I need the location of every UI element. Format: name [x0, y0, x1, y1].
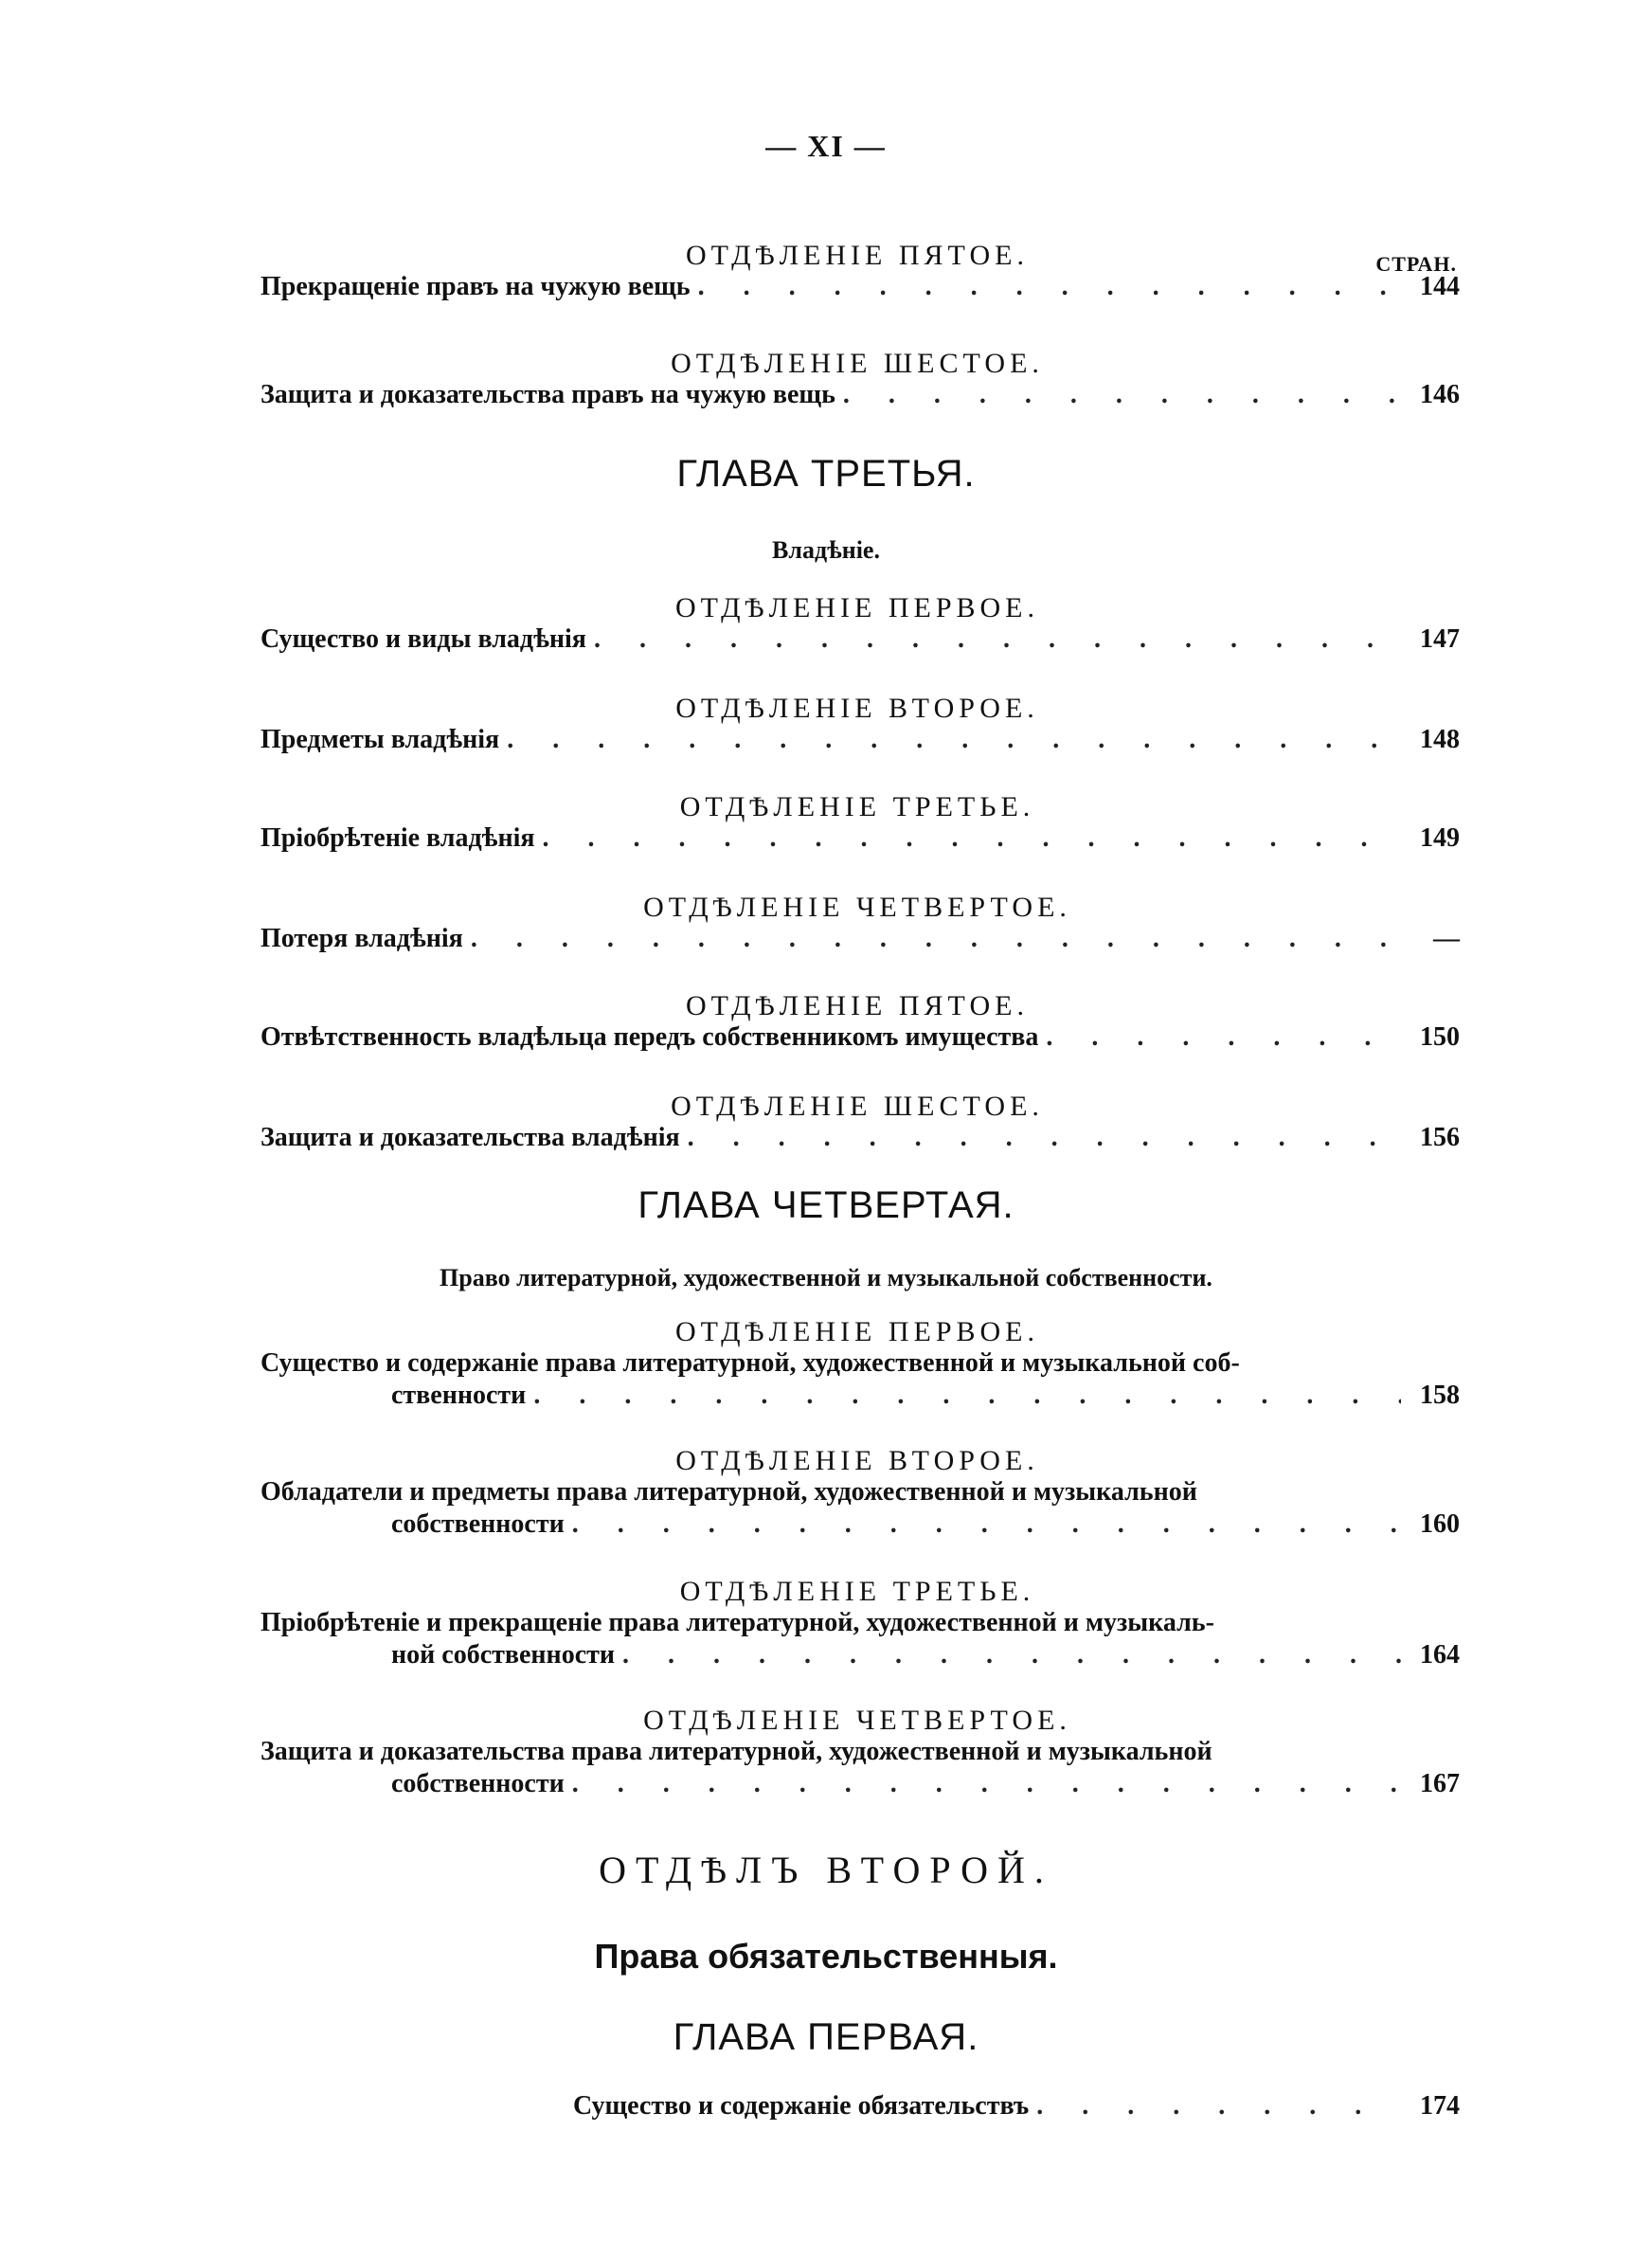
dot-leader [533, 1380, 1401, 1412]
toc-entry[interactable] [260, 1476, 1460, 1541]
toc-entry-title: Защита и доказательства права литературной, художественной и музыкальной [260, 1737, 1212, 1766]
toc-entry-title-continued: ственности [391, 1381, 527, 1410]
toc-entry-title: Защита и доказательства правъ на чужую вещь [260, 380, 835, 409]
toc-entry-title: Существо и содержаніе обязательствъ [573, 2091, 1030, 2121]
dot-leader [688, 1122, 1401, 1154]
toc-entry-title: Предметы владѣнія [260, 725, 500, 754]
toc-entry[interactable] [260, 1021, 1460, 1054]
toc-entry[interactable] [260, 1607, 1460, 1671]
dot-leader [471, 923, 1401, 955]
toc-entry-title: Существо и виды владѣнія [260, 624, 586, 654]
dot-leader [572, 1508, 1401, 1541]
dot-leader [622, 1639, 1401, 1671]
toc-entry-title: Потеря владѣнія [260, 924, 463, 953]
dot-leader [572, 1768, 1401, 1800]
toc-entry-page: 167 [1420, 1769, 1460, 1798]
chapter-heading: ГЛАВА ПЕРВАЯ. [673, 2016, 979, 2058]
toc-entry-page: 158 [1420, 1381, 1460, 1410]
toc-entry[interactable] [260, 1347, 1460, 1412]
toc-entry[interactable] [260, 822, 1460, 855]
toc-entry-page: 150 [1420, 1022, 1460, 1052]
section-heading: ОТДѢЛЕНІЕ ПЯТОЕ. [686, 990, 1029, 1021]
toc-entry-title-continued: собственности [391, 1769, 565, 1798]
chapter-heading: ГЛАВА ТРЕТЬЯ. [676, 453, 976, 495]
toc-entry-page: — [1433, 924, 1460, 953]
chapter-subject: Владѣніе. [772, 536, 880, 564]
part-heading: ОТДѢЛЪ ВТОРОЙ. [599, 1849, 1053, 1891]
toc-entry-title: Прекращеніе правъ на чужую вещь [260, 272, 691, 301]
dot-leader [1046, 1021, 1401, 1054]
toc-entry[interactable] [260, 923, 1460, 955]
section-heading: ОТДѢЛЕНІЕ ПЯТОЕ. [686, 240, 1029, 271]
section-heading: ОТДѢЛЕНІЕ ТРЕТЬЕ. [679, 1576, 1035, 1607]
toc-entry-title: Существо и содержаніе права литературной, художественной и музыкальной соб- [260, 1348, 1240, 1378]
toc-entry-page: 160 [1420, 1509, 1460, 1539]
toc-entry[interactable] [260, 724, 1460, 756]
toc-entry[interactable] [260, 379, 1460, 411]
toc-entry-title: Обладатели и предметы права литературной, художественной и музыкальной [260, 1477, 1197, 1507]
chapter-heading: ГЛАВА ЧЕТВЕРТАЯ. [637, 1184, 1015, 1226]
section-heading: ОТДѢЛЕНІЕ ЧЕТВЕРТОЕ. [643, 1705, 1071, 1736]
dot-leader [698, 271, 1401, 303]
toc-entry-title-continued: собственности [391, 1509, 565, 1539]
dot-leader [1036, 2090, 1401, 2122]
toc-entry-page: 164 [1420, 1640, 1460, 1670]
toc-entry-page: 144 [1420, 272, 1460, 301]
section-heading: ОТДѢЛЕНІЕ ПЕРВОЕ. [674, 1316, 1040, 1347]
toc-entry-page: 149 [1420, 823, 1460, 853]
toc-entry-page: 174 [1420, 2091, 1460, 2121]
section-heading: ОТДѢЛЕНІЕ ПЕРВОЕ. [674, 592, 1040, 623]
dot-leader [843, 379, 1401, 411]
toc-entry-page: 146 [1420, 380, 1460, 409]
section-heading: ОТДѢЛЕНІЕ ТРЕТЬЕ. [679, 791, 1035, 822]
dot-leader [543, 822, 1401, 855]
toc-entry[interactable] [260, 1122, 1460, 1154]
dot-leader [594, 623, 1401, 656]
page-column-header: СТРАН. [1375, 252, 1457, 276]
toc-entry-title: Пріобрѣтеніе владѣнія [260, 823, 535, 853]
toc-entry-title: Отвѣтственность владѣльца передъ собственникомъ имущества [260, 1022, 1039, 1052]
section-heading: ОТДѢЛЕНІЕ ВТОРОЕ. [675, 693, 1039, 724]
section-heading: ОТДѢЛЕНІЕ ЧЕТВЕРТОЕ. [643, 892, 1071, 923]
toc-entry[interactable] [260, 271, 1460, 303]
toc-entry-page: 148 [1420, 725, 1460, 754]
toc-entry[interactable] [260, 623, 1460, 656]
toc-entry-title-continued: ной собственности [391, 1640, 616, 1670]
page-number: — XI — [765, 129, 887, 163]
section-heading: ОТДѢЛЕНІЕ ВТОРОЕ. [675, 1445, 1039, 1476]
toc-entry[interactable] [573, 2090, 1460, 2122]
section-heading: ОТДѢЛЕНІЕ ШЕСТОЕ. [671, 1091, 1044, 1122]
toc-entry-page: 156 [1420, 1123, 1460, 1152]
dot-leader [507, 724, 1401, 756]
part-subtitle: Права обязательственныя. [594, 1937, 1058, 1976]
toc-entry[interactable] [260, 1736, 1460, 1800]
chapter-subject: Право литературной, художественной и музыкальной собственности. [440, 1264, 1212, 1291]
toc-entry-page: 147 [1420, 624, 1460, 654]
toc-entry-title: Защита и доказательства владѣнія [260, 1123, 680, 1152]
section-heading: ОТДѢЛЕНІЕ ШЕСТОЕ. [671, 348, 1044, 379]
toc-entry-title: Пріобрѣтеніе и прекращеніе права литературной, художественной и музыкаль- [260, 1608, 1214, 1637]
